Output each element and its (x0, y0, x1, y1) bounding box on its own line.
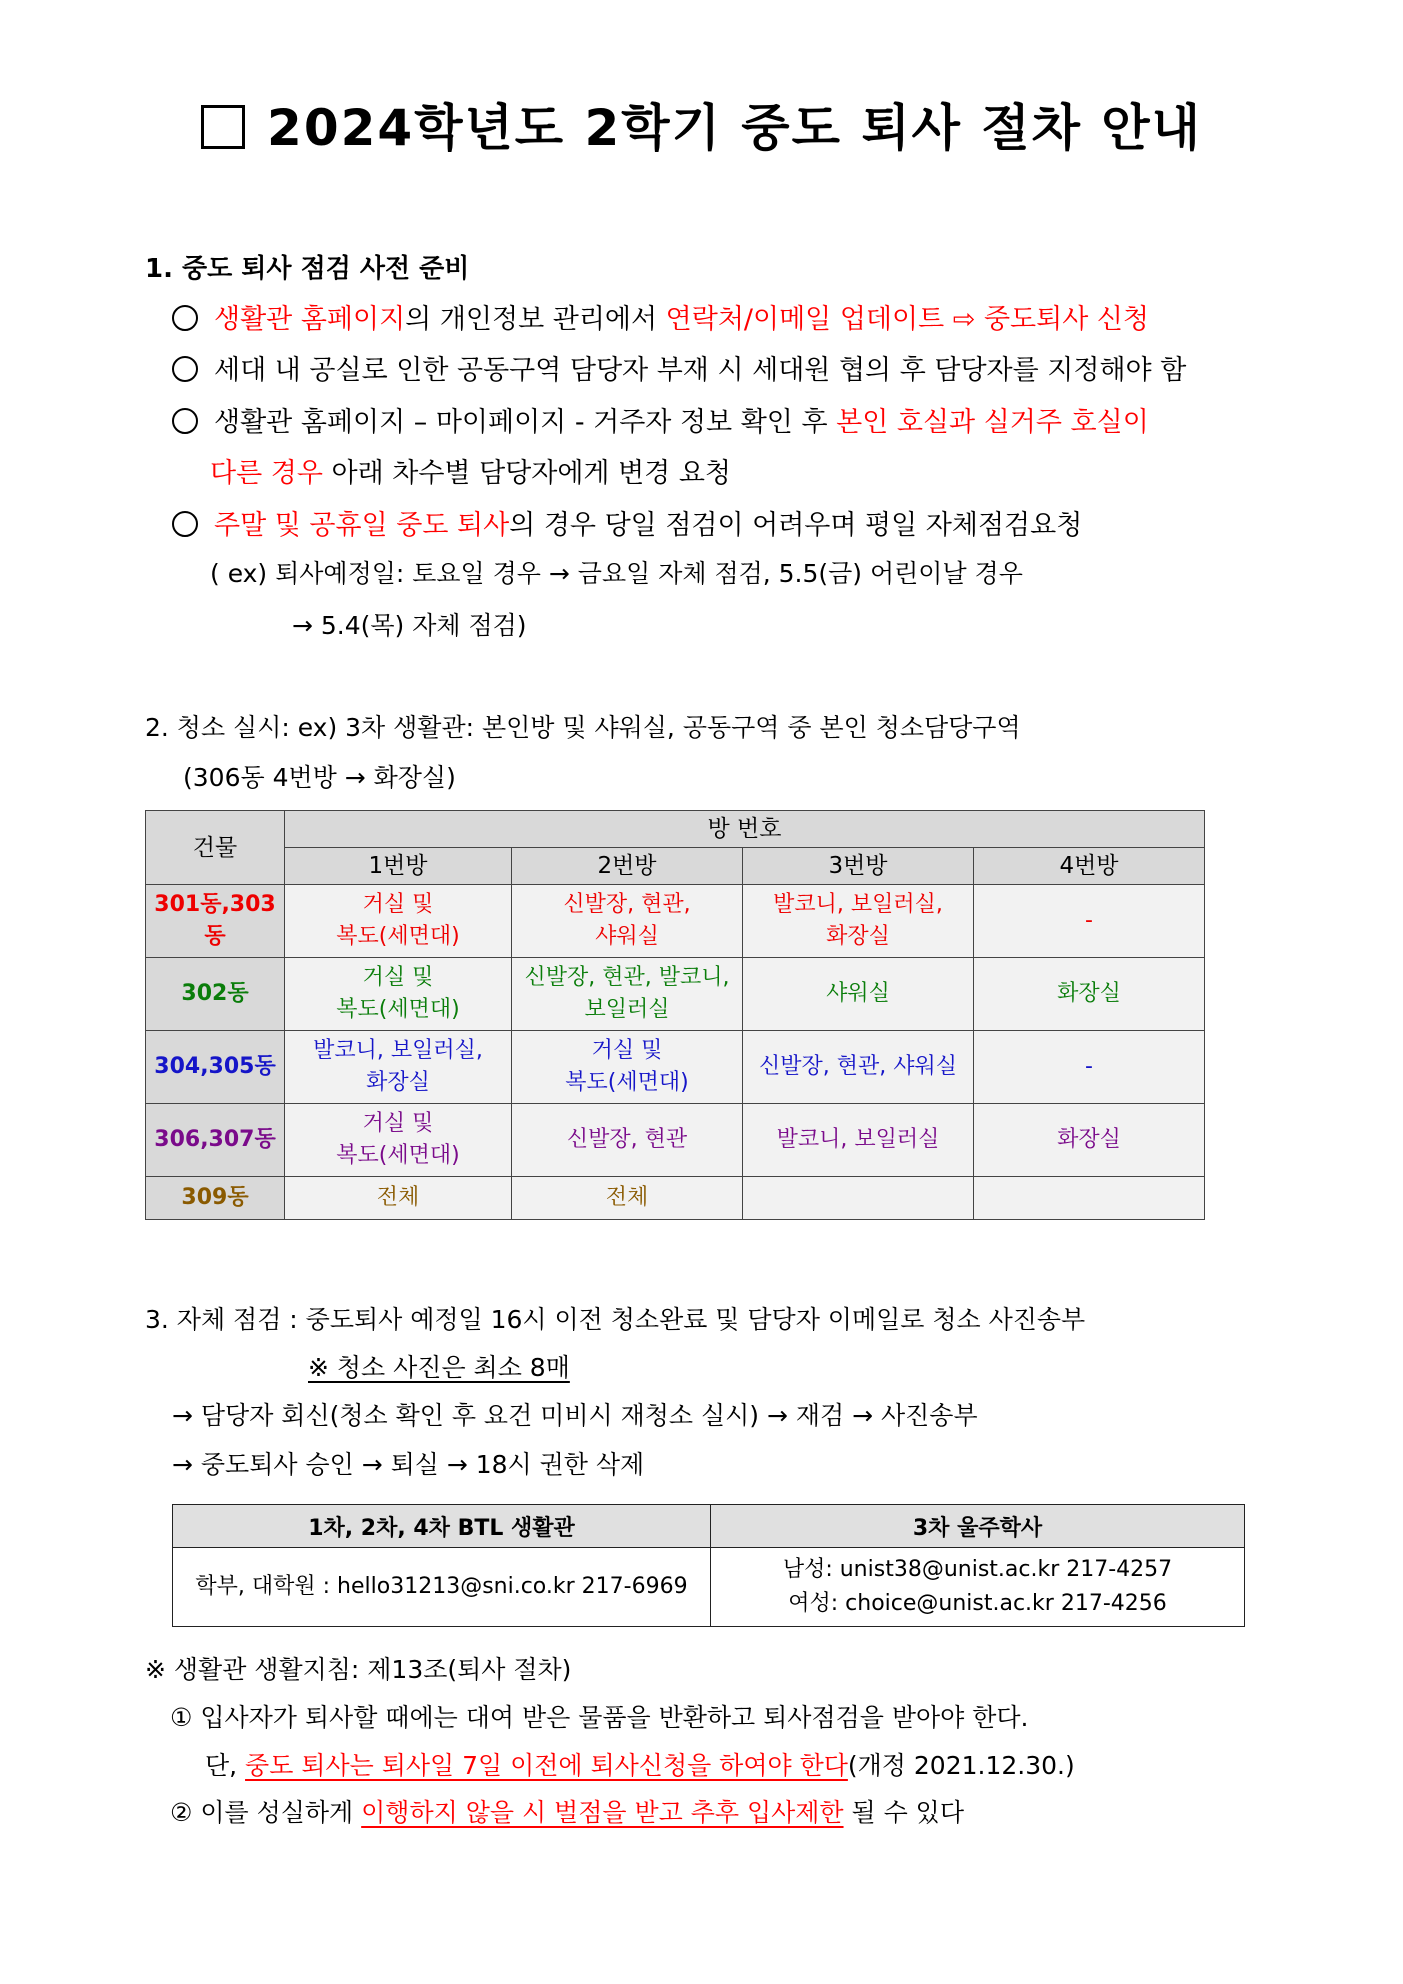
room-cell-line: 발코니, 보일러실 (776, 1127, 940, 1152)
room-cell (974, 885, 1205, 958)
circle-bullet-icon (172, 408, 198, 434)
section1-item4: 주말 및 공휴일 중도 퇴사의 경우 당일 점검이 어려우며 평일 자체점검요청 (172, 503, 1082, 542)
room-cell (512, 1177, 743, 1220)
building-cell: 306,307동 (146, 1104, 285, 1177)
room-cell (974, 1104, 1205, 1177)
room-cell (974, 1031, 1205, 1104)
room-cell (285, 885, 512, 958)
building-cell: 304,305동 (146, 1031, 285, 1104)
building-cell: 301동,303동 (146, 885, 285, 958)
page-title: 2024학년도 2학기 중도 퇴사 절차 안내 (0, 88, 1403, 160)
section1-example1: ( ex) 퇴사예정일: 토요일 경우 → 금요일 자체 점검, 5.5(금) 어린이날 경우 (210, 559, 1023, 588)
room-cell (285, 1031, 512, 1104)
room-cell-line: 복도(세면대) (336, 924, 460, 949)
section1-item3: 생활관 홈페이지 – 마이페이지 - 거주자 정보 확인 후 본인 호실과 실거주 호실이 (172, 400, 1149, 439)
room-cell (285, 958, 512, 1031)
room-cell (743, 1031, 974, 1104)
rules-item1b: 단, 중도 퇴사는 퇴사일 7일 이전에 퇴사신청을 하여야 한다(개정 2021.12.30.) (205, 1751, 1075, 1780)
room-cell-line: 샤워실 (826, 981, 890, 1006)
room-cell-line: 샤워실 (595, 924, 659, 949)
section3-flow2: → 중도퇴사 승인 → 퇴실 → 18시 권한 삭제 (172, 1450, 645, 1479)
room-col-3: 3번방 (743, 848, 974, 885)
contact-left-header: 1차, 2차, 4차 BTL 생활관 (173, 1505, 711, 1548)
section2-line1: 2. 청소 실시: ex) 3차 생활관: 본인방 및 샤워실, 공동구역 중 본인 청소담당구역 (145, 713, 1021, 742)
room-col-2: 2번방 (512, 848, 743, 885)
room-cell-line: 신발장, 현관, 샤워실 (759, 1054, 957, 1079)
room-cell (974, 1177, 1205, 1220)
circle-bullet-icon (172, 511, 198, 537)
room-cell (512, 885, 743, 958)
contact-male: 남성: unist38@unist.ac.kr 217-4257 (782, 1557, 1173, 1582)
section3-line1: 3. 자체 점검 : 중도퇴사 예정일 16시 이전 청소완료 및 담당자 이메일로 청소 사진송부 (145, 1305, 1086, 1334)
table-row (146, 885, 1205, 958)
room-number-header: 방 번호 (285, 811, 1205, 848)
room-cell (743, 1177, 974, 1220)
room-cell (512, 1104, 743, 1177)
circle-bullet-icon (172, 305, 198, 331)
room-cell-line: 거실 및 (362, 1111, 434, 1136)
room-cell (743, 958, 974, 1031)
room-cell-line: 거실 및 (362, 965, 434, 990)
section3-note: ※ 청소 사진은 최소 8매 (308, 1353, 570, 1382)
room-cell-line: 복도(세면대) (336, 997, 460, 1022)
room-cell-line: 발코니, 보일러실, (313, 1038, 483, 1063)
room-cell (512, 958, 743, 1031)
section1-heading: 1. 중도 퇴사 점검 사전 준비 (145, 254, 470, 284)
room-col-4: 4번방 (974, 848, 1205, 885)
room-cell-line: 복도(세면대) (336, 1143, 460, 1168)
table-row (146, 1177, 1205, 1220)
room-cell-line: 화장실 (826, 924, 890, 949)
room-cell-line: - (1085, 908, 1093, 933)
rules-item1: ① 입사자가 퇴사할 때에는 대여 받은 물품을 반환하고 퇴사점검을 받아야 한다. (170, 1703, 1029, 1732)
building-cell: 309동 (146, 1177, 285, 1220)
room-cell (743, 1104, 974, 1177)
building-cell: 302동 (146, 958, 285, 1031)
contact-table (172, 1504, 1245, 1627)
room-cell (743, 885, 974, 958)
room-cell-line: 신발장, 현관, 발코니, (524, 965, 730, 990)
section1-item2: 세대 내 공실로 인한 공동구역 담당자 부재 시 세대원 협의 후 담당자를 지정해야 함 (172, 348, 1186, 387)
contact-female: 여성: choice@unist.ac.kr 217-4256 (788, 1591, 1167, 1616)
building-header: 건물 (146, 811, 285, 885)
section1-example2: → 5.4(목) 자체 점검) (292, 611, 527, 640)
room-cell-line: 전체 (605, 1185, 649, 1210)
room-cell-line: 전체 (376, 1185, 420, 1210)
room-cell (512, 1031, 743, 1104)
room-cell (974, 958, 1205, 1031)
room-cell-line: 보일러실 (584, 997, 670, 1022)
checkbox-square-icon (201, 105, 245, 149)
rules-item2: ② 이를 성실하게 이행하지 않을 시 벌점을 받고 추후 입사제한 될 수 있다 (170, 1798, 964, 1827)
cleaning-area-table (145, 810, 1205, 1220)
contact-right-cell (711, 1548, 1245, 1627)
table-row (146, 1104, 1205, 1177)
room-cell-line: 복도(세면대) (565, 1070, 689, 1095)
room-cell-line: 발코니, 보일러실, (773, 892, 943, 917)
table-row (146, 1031, 1205, 1104)
room-cell-line: 신발장, 현관, (563, 892, 691, 917)
room-cell-line: 화장실 (366, 1070, 430, 1095)
room-cell-line: - (1085, 1054, 1093, 1079)
room-col-1: 1번방 (285, 848, 512, 885)
room-cell-line: 화장실 (1057, 1127, 1121, 1152)
contact-left-cell: 학부, 대학원 : hello31213@sni.co.kr 217-6969 (173, 1548, 711, 1627)
rules-heading: ※ 생활관 생활지침: 제13조(퇴사 절차) (145, 1655, 572, 1684)
room-cell-line: 거실 및 (591, 1038, 663, 1063)
circle-bullet-icon (172, 356, 198, 382)
table-row (146, 958, 1205, 1031)
room-cell (285, 1104, 512, 1177)
room-cell-line: 거실 및 (362, 892, 434, 917)
section1-item3-cont: 다른 경우 아래 차수별 담당자에게 변경 요청 (210, 458, 731, 489)
room-cell-line: 신발장, 현관 (566, 1127, 688, 1152)
room-table-body (146, 885, 1205, 1220)
section1-item1: 생활관 홈페이지의 개인정보 관리에서 연락처/이메일 업데이트 ⇨ 중도퇴사 신청 (172, 297, 1149, 336)
section2-line2: (306동 4번방 → 화장실) (183, 763, 456, 792)
section3-flow1: → 담당자 회신(청소 확인 후 요건 미비시 재청소 실시) → 재검 → 사진송부 (172, 1401, 978, 1430)
contact-right-header: 3차 울주학사 (711, 1505, 1245, 1548)
room-cell-line: 화장실 (1057, 981, 1121, 1006)
room-cell (285, 1177, 512, 1220)
